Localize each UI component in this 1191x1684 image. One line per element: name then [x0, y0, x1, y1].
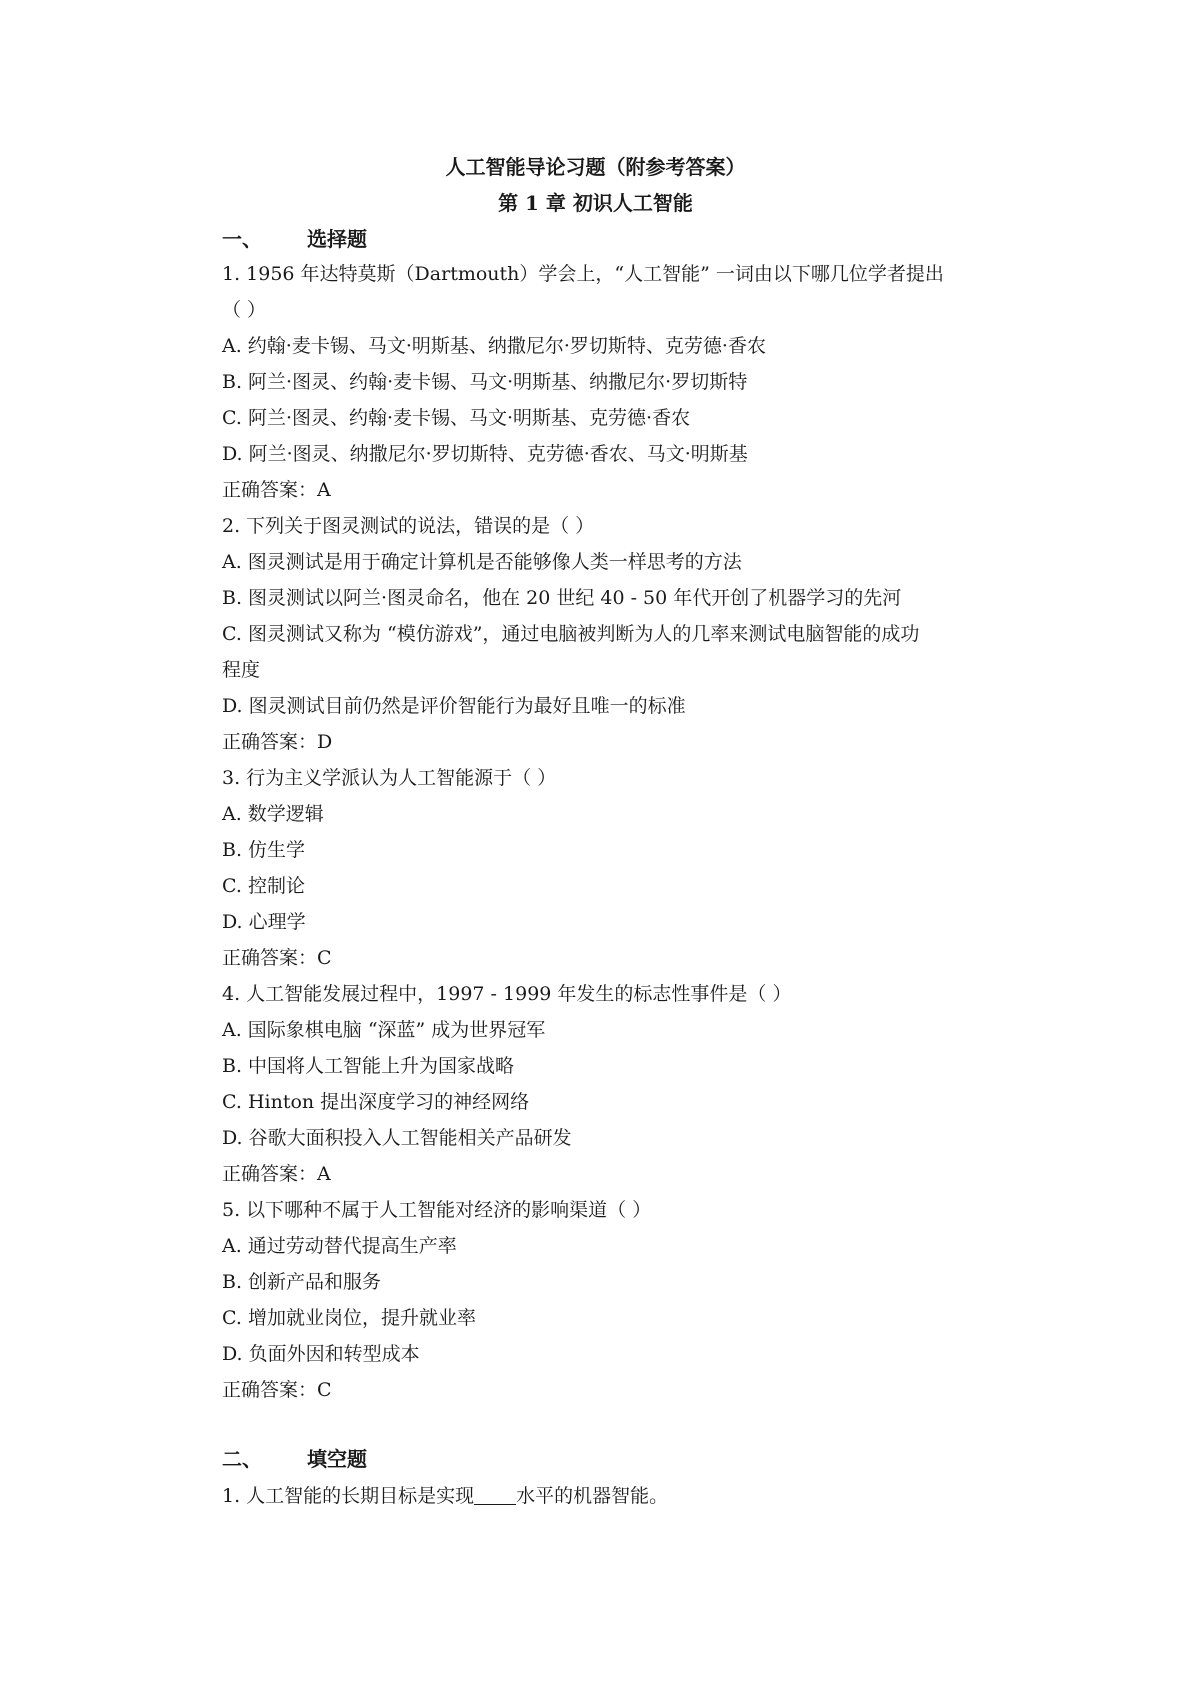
question-stem: 2. 下列关于图灵测试的说法，错误的是（ ） [222, 515, 595, 537]
chapter-heading: 第 1 章 初识人工智能 [498, 191, 693, 215]
fill-list [222, 1478, 1022, 1514]
answer-line: 正确答案：A [222, 1163, 331, 1185]
option-line: B. 中国将人工智能上升为国家战略 [222, 1055, 515, 1077]
option-line: D. 负面外因和转型成本 [222, 1343, 420, 1365]
option-line: B. 创新产品和服务 [222, 1271, 382, 1293]
option-line: C. 控制论 [222, 875, 305, 897]
option-line: C. 图灵测试又称为 “模仿游戏”，通过电脑被判断为人的几率来测试电脑智能的成功 [222, 623, 920, 645]
fill-question [222, 1478, 1022, 1514]
fill-blank [474, 1482, 516, 1505]
option-line: B. 阿兰·图灵、约翰·麦卡锡、马文·明斯基、纳撒尼尔·罗切斯特 [222, 371, 748, 393]
document-title: 人工智能导论习题（附参考答案） [445, 155, 746, 179]
option-line: B. 图灵测试以阿兰·图灵命名，他在 20 世纪 40 - 50 年代开创了机器学习的先河 [222, 587, 902, 609]
option-line: C. 增加就业岗位，提升就业率 [222, 1307, 476, 1329]
question-stem: 4. 人工智能发展过程中，1997 - 1999 年发生的标志性事件是（ ） [222, 983, 792, 1005]
question-stem-continued: （ ） [222, 299, 267, 321]
section-label: 填空题 [307, 1447, 367, 1471]
question-stem: 5. 以下哪种不属于人工智能对经济的影响渠道（ ） [222, 1199, 652, 1221]
section-heading-choice [222, 224, 367, 254]
section-label: 选择题 [307, 227, 367, 251]
option-line: A. 图灵测试是用于确定计算机是否能够像人类一样思考的方法 [222, 551, 742, 573]
question-stem: 3. 行为主义学派认为人工智能源于（ ） [222, 767, 557, 789]
question-stem: 1. 1956 年达特莫斯（Dartmouth）学会上，“人工智能” 一词由以下哪几位学者提出 [222, 263, 944, 285]
option-line: D. 阿兰·图灵、纳撒尼尔·罗切斯特、克劳德·香农、马文·明斯基 [222, 443, 748, 465]
section-number: 二、 [222, 1447, 262, 1471]
option-line: D. 图灵测试目前仍然是评价智能行为最好且唯一的标准 [222, 695, 686, 717]
answer-line: 正确答案：C [222, 1379, 332, 1401]
section-heading-fill [222, 1444, 367, 1474]
answer-line: 正确答案：D [222, 731, 333, 753]
answer-line: 正确答案：C [222, 947, 332, 969]
option-line: D. 心理学 [222, 911, 306, 933]
option-line: A. 国际象棋电脑 “深蓝” 成为世界冠军 [222, 1019, 546, 1041]
option-line: B. 仿生学 [222, 839, 306, 861]
option-line: A. 约翰·麦卡锡、马文·明斯基、纳撒尼尔·罗切斯特、克劳德·香农 [222, 335, 766, 357]
option-line: C. 阿兰·图灵、约翰·麦卡锡、马文·明斯基、克劳德·香农 [222, 407, 691, 429]
option-line: D. 谷歌大面积投入人工智能相关产品研发 [222, 1127, 572, 1149]
option-line: C. Hinton 提出深度学习的神经网络 [222, 1091, 530, 1113]
option-line-continued: 程度 [222, 659, 261, 681]
option-line: A. 数学逻辑 [222, 803, 324, 825]
fill-question-before: 1. 人工智能的长期目标是实现 [222, 1485, 475, 1507]
question-list [222, 256, 1022, 1408]
option-line: A. 通过劳动替代提高生产率 [222, 1235, 457, 1257]
section-number: 一、 [222, 227, 262, 251]
answer-line: 正确答案：A [222, 479, 331, 501]
fill-question-after: 水平的机器智能。 [516, 1485, 669, 1507]
